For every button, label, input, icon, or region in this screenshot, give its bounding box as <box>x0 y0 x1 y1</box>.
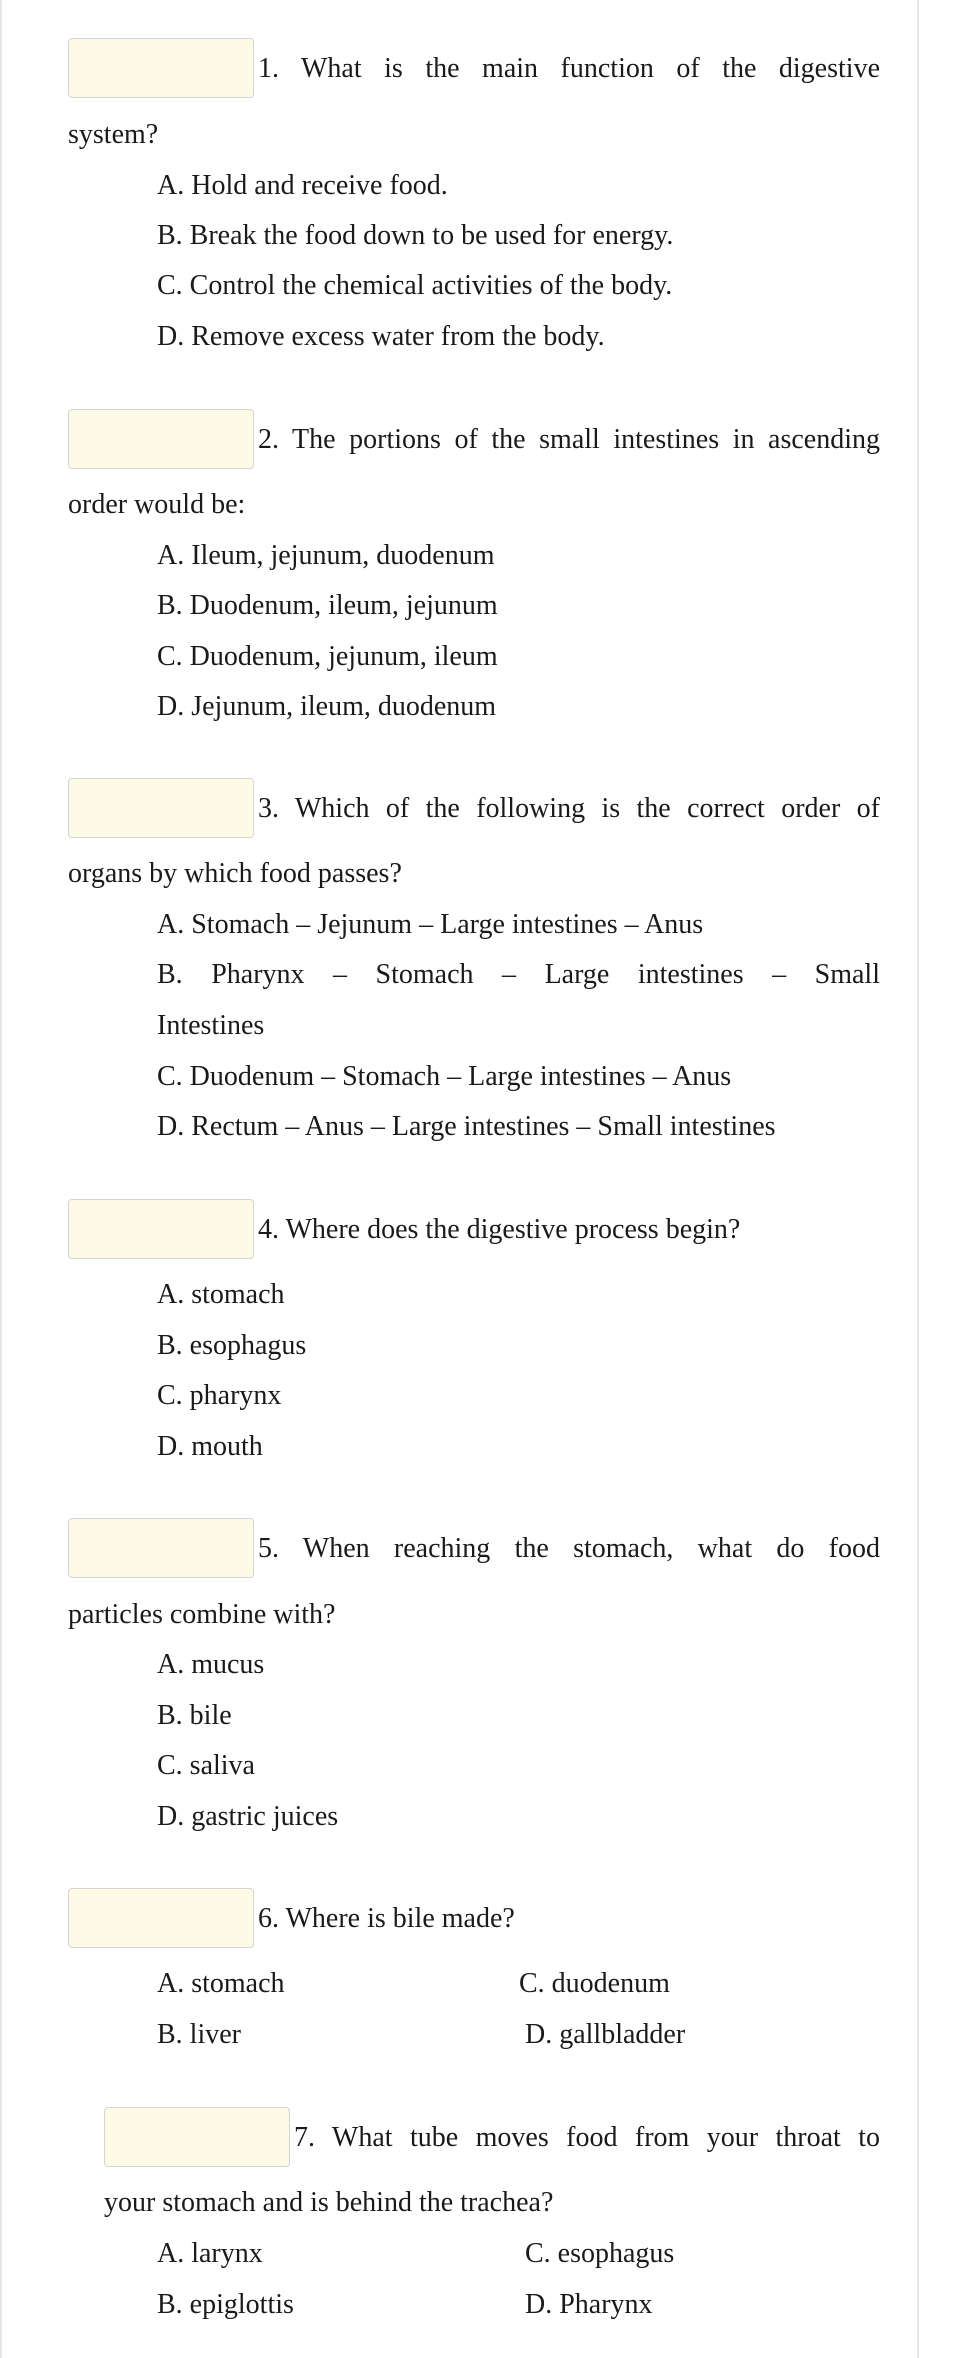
question-2-option-d[interactable]: D. Jejunum, ileum, duodenum <box>157 691 497 722</box>
question-3-text-cont: organs by which food passes? <box>68 858 402 889</box>
question-4-option-a[interactable]: A. stomach <box>157 1279 285 1310</box>
question-5-option-a[interactable]: A. mucus <box>157 1649 265 1680</box>
question-4-option-d[interactable]: D. mouth <box>157 1431 263 1462</box>
question-4-option-c[interactable]: C. pharynx <box>157 1380 282 1411</box>
question-7-option-a[interactable]: A. larynx <box>157 2238 263 2269</box>
question-6-option-a[interactable]: A. stomach <box>157 1968 285 1999</box>
question-6-option-c[interactable]: C. duodenum <box>519 1968 670 1999</box>
question-6-option-d[interactable]: D. gallbladder <box>525 2019 686 2050</box>
question-3-option-b[interactable]: B. Pharynx – Stomach – Large intestines – Small <box>157 959 880 990</box>
question-5-text: 5. When reaching the stomach, what do food <box>258 1533 880 1564</box>
question-1-text-cont: system? <box>68 119 159 150</box>
question-2-text: 2. The portions of the small intestines in ascending <box>258 424 880 455</box>
question-6-option-b[interactable]: B. liver <box>157 2019 241 2050</box>
answer-box-3[interactable] <box>68 778 254 838</box>
question-1-option-d[interactable]: D. Remove excess water from the body. <box>157 321 605 352</box>
question-4-option-b[interactable]: B. esophagus <box>157 1330 307 1361</box>
question-1-option-c[interactable]: C. Control the chemical activities of the body. <box>157 270 673 301</box>
question-5-option-b[interactable]: B. bile <box>157 1700 232 1731</box>
question-2-option-a[interactable]: A. Ileum, jejunum, duodenum <box>157 540 495 571</box>
page-left-border <box>0 0 2 2358</box>
answer-box-7[interactable] <box>104 2107 290 2167</box>
page-right-border <box>917 0 919 2358</box>
question-7-option-c[interactable]: C. esophagus <box>525 2238 675 2269</box>
question-6-text: 6. Where is bile made? <box>258 1903 515 1934</box>
answer-box-6[interactable] <box>68 1888 254 1948</box>
question-7-option-d[interactable]: D. Pharynx <box>525 2289 653 2320</box>
question-7-text-cont: your stomach and is behind the trachea? <box>104 2187 554 2218</box>
question-5-option-d[interactable]: D. gastric juices <box>157 1801 339 1832</box>
question-2-text-cont: order would be: <box>68 489 246 520</box>
question-2-option-b[interactable]: B. Duodenum, ileum, jejunum <box>157 590 498 621</box>
question-7-text: 7. What tube moves food from your throat to <box>294 2122 880 2153</box>
question-3-text: 3. Which of the following is the correct order of <box>258 793 880 824</box>
question-5-option-c[interactable]: C. saliva <box>157 1750 255 1781</box>
question-4-text: 4. Where does the digestive process begin? <box>258 1214 741 1245</box>
answer-box-5[interactable] <box>68 1518 254 1578</box>
question-3-option-d[interactable]: D. Rectum – Anus – Large intestines – Small intestines <box>157 1111 776 1142</box>
question-2-option-c[interactable]: C. Duodenum, jejunum, ileum <box>157 641 498 672</box>
question-7-option-b[interactable]: B. epiglottis <box>157 2289 294 2320</box>
question-1-text: 1. What is the main function of the digestive <box>258 53 880 84</box>
answer-box-2[interactable] <box>68 409 254 469</box>
question-3-option-b-cont: Intestines <box>157 1010 265 1041</box>
question-3-option-a[interactable]: A. Stomach – Jejunum – Large intestines – Anus <box>157 909 704 940</box>
question-1-option-b[interactable]: B. Break the food down to be used for energy. <box>157 220 674 251</box>
question-5-text-cont: particles combine with? <box>68 1599 336 1630</box>
answer-box-1[interactable] <box>68 38 254 98</box>
question-1-option-a[interactable]: A. Hold and receive food. <box>157 170 448 201</box>
answer-box-4[interactable] <box>68 1199 254 1259</box>
question-3-option-c[interactable]: C. Duodenum – Stomach – Large intestines – Anus <box>157 1061 732 1092</box>
